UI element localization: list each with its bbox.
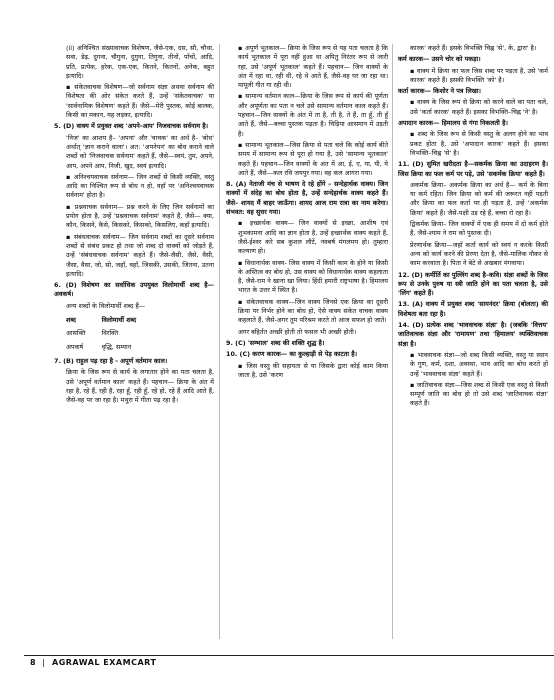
subheading: अपादान कारक— हिमालय से गंगा निकलती है। [398, 119, 508, 128]
table-header: शब्द [66, 316, 76, 325]
answer-heading: 5. (D) वाक्य में प्रयुक्त शब्द 'अपने-आप' निजवाचक सर्वनाम है। [54, 122, 209, 131]
answer-heading: 12. (D) कर्मीर्ति का पुल्लिंग शब्द है–कवि। संज्ञा शब्दों के जिस रूप से उनके पुरुष या स्त्री जाति होने का पता चलता है, उसे 'लिंग' कहते हैं। [398, 270, 548, 298]
subheading: कर्म कारक— उसने चोर को पकड़ा। [398, 55, 481, 64]
paragraph: ▪ संबंधवाचक सर्वनाम— जिन सर्वनाम शब्दों का दूसरे सर्वनाम शब्दों से संबंध प्रकट हो तथा जो शब्द दो वाक्यों को जोड़ते हैं, उन्हें 'संबंधवाचक सर्वनाम' कहते हैं। जैसे-जैसी, जैसे, वैसी, जैसा, वैसा, जो, सो, जहाँ, वहाँ, जिसकी, उसकी, जितना, उतना इत्यादि। [54, 233, 214, 279]
table-cell: अपकर्ष [66, 342, 84, 351]
footer-separator: | [42, 658, 45, 667]
paragraph: अकर्मक क्रिया– अकर्मक क्रिया का अर्थ है— कर्म के बिना या कर्म रहित। जिन क्रिया को कर्म की जरूरत नहीं पड़ती और क्रिया का फल कर्ता पर ही पड़ता है, उन्हें 'अकर्मक क्रिया' कहते हैं। जैसे-पक्षी उड़ रहे हैं, बच्चा रो रहा है। [410, 180, 548, 217]
column-divider [219, 44, 220, 639]
subheading: कर्ता कारक— किशोर ने पत्र लिखा। [398, 87, 481, 96]
paragraph: अन्य शब्दों के विलोमार्थी शब्द हैं— [66, 301, 146, 310]
page-number: 8 [30, 658, 36, 667]
paragraph: द्विकर्मक क्रिया– जिन वाक्यों में एक ही समय में दो कर्म होते हैं, जैसे-श्याम ने राम को पुस्तक दी। [410, 220, 548, 238]
answer-heading: 10. (C) करण कारक— का कुल्हाड़ी से पेड़ काटता है। [226, 350, 358, 359]
paragraph: ▪ वाक्य में क्रिया का फल जिस शब्द पर पड़ता है, उसे 'कर्म कारक' कहते हैं। इसकी विभक्ति 'को' है। [398, 67, 548, 86]
table-header: विलोमार्थी शब्द [101, 316, 137, 325]
paragraph: (ii) अनिश्चित संख्यावाचक विशेषण, जैसे-एक, दस, सौ, चौथा, सवा, डेढ़, दुगना, चौगुना, दुगुना, तिगुना, तीनों, पाँचों, आदि, प्रति, प्रत्येक, हरेक, एक-एक, कितने, कितनों, अनेक, बहुत इत्यादि। [66, 44, 214, 80]
answer-heading: 9. (C) 'सम्भाल' शब्द की शक्ति शुद्ध है। [226, 338, 325, 347]
answer-heading: 14. (D) प्रत्येक शब्द 'भाववाचक संज्ञा' है। (जबकि 'वित्तय' जातिवाचक संज्ञा और 'रामायण' तथा 'हिमालय' व्यक्तिवाचक संज्ञा है। [398, 321, 548, 348]
paragraph: ▪ जातिवाचक संज्ञा—जिस शब्द से किसी एक वस्तु से किसी सम्पूर्ण जाति का बोध हो तो उसे शब्द 'जातिवाचक संज्ञा' कहते हैं। [398, 381, 548, 409]
paragraph: ▪ सामान्य वर्तमान काल—क्रिया के जिस रूप से कार्य की पूर्णता और अपूर्णता का पता न चले उसे सामान्य वर्तमान काल कहते हैं। पहचान—जिन वाक्यों के अंत में ता है, ती है, ते हैं, ता हूँ, ती हूँ आते हैं, जैसे—बच्चा पुस्तक पढ़ता है। चिड़िया आसमान में उड़ती है। [226, 92, 388, 138]
paragraph: ▪ जिस वस्तु की सहायता से या जिसके द्वारा कोई काम किया जाता है, उसे 'करण [226, 362, 388, 381]
column-divider [392, 44, 393, 639]
paragraph: ▪ इच्छार्थक वाक्य— जिन वाक्यों से इच्छा, आशीष एवं शुभकामना आदि का ज्ञान होता है, उन्हें इच्छार्थक वाक्य कहते हैं, जैसे-ईश्वर करे सब कुशल लौटें, नवबर्ष मंगलमय हो। तुम्हारा कल्याण हो। [226, 219, 388, 256]
paragraph: 'निज' का आशय है– 'अपना' और 'वाचक' का अर्थ है– 'बोध' अर्थात् 'ज्ञान कराने वाला'। अत: 'अपनेपन' का बोध कराने वाले शब्दों को 'निजवाचक सर्वनाम' कहते हैं, जैसे—स्वयं, तुम, अपने, आप, अपने आप, निजी, खुद, स्वयं इत्यादि। [66, 133, 214, 170]
table-cell: आसक्ति [66, 329, 86, 338]
table-cell: विरक्ति [101, 329, 119, 338]
paragraph: ▪ भाववाचक संज्ञा—जो शब्द किसी व्यक्ति, वस्तु या स्थान के गुण, कर्म, दशा, अवस्था, भाव आदि का बोध करते हों उन्हें 'भाववाचक संज्ञा' कहते हैं। [398, 351, 548, 379]
answer-heading: 7. (B) राहुल पढ़ रहा है - अपूर्ण वर्तमान काल। [54, 356, 168, 365]
column-left [54, 44, 214, 407]
column-right [398, 44, 548, 411]
paragraph: ▪ अनिश्चयवाचक सर्वनाम— जिन शब्दों से किसी व्यक्ति, वस्तु आदि का निश्चित रूप से बोध न हो, वहाँ पर 'अनिश्चयवाचक सर्वनाम' होता है। [54, 173, 214, 201]
column-middle [226, 44, 388, 382]
paragraph: अगर बहिर्तत अच्छी होती तो फसल भी अच्छी होती। [238, 327, 357, 336]
antonym-table [66, 314, 152, 354]
paragraph: ▪ शब्द के जिस रूप से किसी वस्तु के अलग होने का भाव प्रकट होता है, उसे 'अपादान कारक' कहते हैं। इसका विभक्ति–चिह्न 'से' है। [398, 130, 548, 158]
publisher-brand: AGRAWAL EXAMCART [52, 658, 157, 667]
paragraph: ▪ अपूर्ण भूतकाल— क्रिया के जिस रूप से यह पता चलता है कि कार्य भूतकाल में पूरा नहीं हुआ था अपितु निरंतर रूप से जारी रहा, उसे 'अपूर्ण भूतकाल' कहते हैं। पहचान— जिन वाक्यों के अंत में रहा था, रही थी, रहे थे आते हैं, जैसे-वह घर जा रहा था। मामूली गीत गा रही थी। [226, 44, 388, 90]
paragraph: ▪ विधानार्थक वाक्य- जिस वाक्य में किसी काम के होने या किसी के अस्तित्व का बोध हो, उस वाक्य को विधानार्थक वाक्य कहलाता है, जैसे-राम ने खाना खा लिया। हिंदी हमारी राष्ट्रभाषा है। हिमालय भारत के उत्तर में स्थित है। [226, 259, 388, 296]
paragraph: ▪ संकेतवाचक विशेषण—जो सर्वनाम संज्ञा अथवा सर्वनाम की विशेषता की ओर संकेत करते हैं, उन्हें 'संकेतवाचक' या 'सार्वनामिक विशेषण' कहते हैं। जैसे—मेरी पुस्तक, कोई बालक, किसी का मकान, यह लड़का, इत्यादि। [54, 83, 214, 120]
paragraph: प्रेरणार्थक क्रिया—जहाँ कर्ता कार्य को स्वयं न करके किसी अन्य को कार्य करने की प्रेरणा देता है, जैसे-मालिक नौकर से काम करवाता है। पिता ने बेटे से अखबार मंगवाया। [410, 240, 548, 268]
paragraph: ▪ प्रश्नवाचक सर्वनाम— प्रश्न करने के लिए जिन सर्वनामों का प्रयोग होता है, उन्हें 'प्रश्नवाचक सर्वनाम' कहते हैं, जैसे— क्या, कौन, किसने, कैसे, किसको, किसको, किसलिए, कहाँ इत्यादि। [54, 203, 214, 231]
page-footer [24, 655, 554, 670]
answer-heading: 8. (A) नेताजी मंच से भाषण दे रहे होंगे – सन्देहार्थक वाक्य। जिन वाक्यों में संदेह का बोध होता है, उन्हें सन्देहार्थक वाक्य कहते हैं। जैसे– शायद मैं बाहर जाऊँगा। शायद आज राम रात्रा का नाम करेगा। संभवत: वह सुधर गया। [226, 180, 388, 217]
paragraph: कारक' कहते हैं। इसके विभक्ति चिह्न 'से', के, द्वारा' है। [410, 44, 537, 52]
answer-heading: 11. (D) सुमित खरीदता है—सकर्मक क्रिया का उदाहरण है। जिस क्रिया का फल कर्म पर पड़े, उसे 'सकर्मक क्रिया' कहते हैं। [398, 160, 548, 178]
answer-heading: 6. (D) विशेषण का सर्वाधिक उपयुक्त विलोमार्थी शब्द है— अवकर्ष। [54, 281, 214, 299]
paragraph: ▪ संकेतवाचक वाक्य—जिन वाक्य जिनसे एक क्रिया का दूसरी क्रिया पर निर्भर होने का बोध हो, ऐसे वाक्य संकेत वाचक वाक्य कहलाते हैं, जैसे-अगर तुम परिश्रम करते तो आज सफल हो जाते। [226, 298, 388, 326]
paragraph: ▪ सामान्य भूतकाल—जिस क्रिया से पता चले कि कोई कार्य बीते समय में सामान्य रूप से पूरा हो गया है, उसे 'सामान्य भूतकाल' कहते हैं। पहचान—जिन वाक्यों के अंत में आ, ई, ए, या, यी, ये आते हैं, जैसे—कल रवि जयपुर गया। वह कल आगरा गया। [226, 141, 388, 178]
paragraph: ▪ वाक्य के जिस रूप से क्रिया को करने वाले का पता चले, उसे 'कर्ता कारक' कहते हैं। इसका विभक्ति–चिह्न 'ने' है। [398, 98, 548, 117]
paragraph: क्रिया के जिस रूप से कार्य के लगातार होने का पता चलता है, उसे 'अपूर्ण वर्तमान काल' कहते हैं। पहचान— क्रिया के अंत में रहा है, रहे हैं, रही है, रहा हूँ, रही हूँ, रहे हो, रहे हैं आदि आते हैं, जैसे-वह पर जा रहा है। मथुरा में गीता पढ़ रहा है। [66, 368, 214, 405]
table-cell: वृद्धि, सम्मान [101, 342, 132, 351]
answer-heading: 13. (A) वाक्य में प्रयुक्त शब्द 'सायनंदर' क्रिया (बोलता) की विशेषता बता रहा है। [398, 300, 548, 318]
